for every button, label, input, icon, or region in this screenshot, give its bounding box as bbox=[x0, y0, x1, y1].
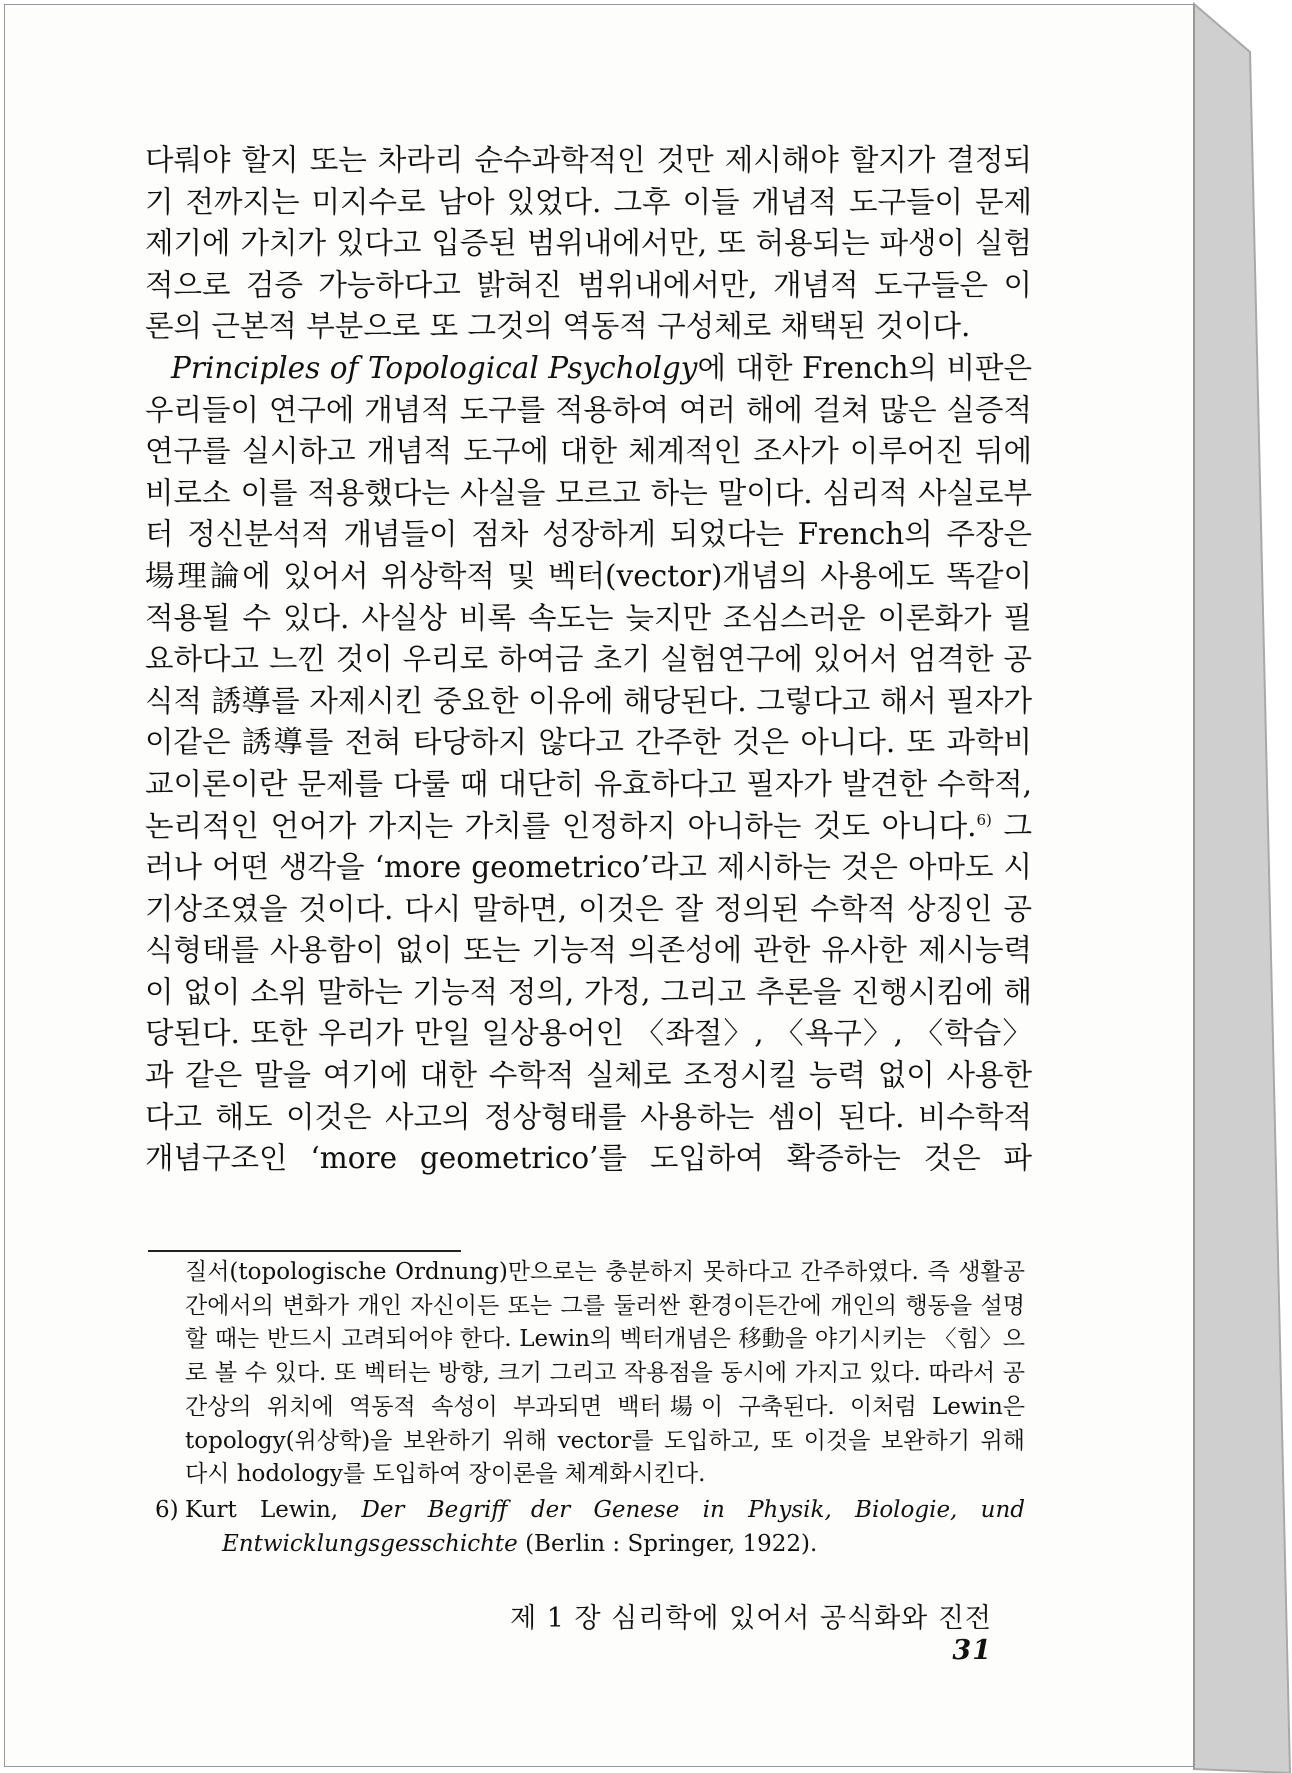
footnote-continuation: 질서(topologische Ordnung)만으로는 충분하지 못하다고 간주하였다. 즉 생활공간에서의 변화가 개인 자신이든 또는 그를 둘러싼 환경이든간에 개인의 행동을 설명할 때는 반드시 고려되어야 한다. Lewin의 벡터개념은 移動을 야기시키는 〈힘〉으로 볼 수 있다. 또 벡터는 방향, 크기 그리고 작용점을 동시에 가지고 있다. 따라서 공간상의 위치에 역동적 속성이 부과되면 백터場이 구축된다. 이처럼 Lewin은 topology(위상학)을 보완하기 위해 vector를 도입하고, 또 이것을 보완하기 위해 다시 hodology를 도입하여 장이론을 체계화시킨다. bbox=[185, 1259, 1025, 1488]
running-footer bbox=[482, 1596, 992, 1666]
body-text bbox=[145, 140, 1032, 1180]
footnote-6-line-1 bbox=[185, 1494, 1025, 1528]
footnote-ref-6[interactable]: 6) bbox=[976, 810, 992, 829]
footnote-6-publisher: (Berlin : Springer, 1922). bbox=[517, 1530, 818, 1557]
footnote-6-title-a: Der Begriff der Genese in Physik, Biologie, und bbox=[361, 1496, 1026, 1523]
chapter-title: 제 1 장 심리학에 있어서 공식화와 진전 bbox=[510, 1603, 992, 1634]
footnote-6-author: Kurt Lewin, bbox=[185, 1496, 362, 1523]
paragraph-2 bbox=[145, 348, 1032, 1180]
footnote-divider bbox=[148, 1250, 461, 1252]
paragraph-1-last-line: 론의 근본적 부분으로 또 그것의 역동적 구성체로 채택된 것이다. bbox=[145, 309, 971, 344]
paragraph-2-text-a: 에 대한 French의 비판은 우리들이 연구에 개념적 도구를 적용하여 여러 해에 걸쳐 많은 실증적 연구를 실시하고 개념적 도구에 대한 체계적인 조사가 이루어진 뒤에 비로소 이를 적용했다는 사실을 모르고 하는 말이다. 심리적 사실로부터 정신분석적 개념들이 점차 성장하게 되었다는 French의 주장은 場理論에 있어서 위상학적 및 벡터(vector)개념의 사용에도 똑같이 적용될 수 있다. 사실상 비록 속도는 늦지만 조심스러운 이론화가 필요하다고 느낀 것이 우리로 하여금 초기 실험연구에 있어서 엄격한 공식적 誘導를 자제시킨 중요한 이유에 해당된다. 그렇다고 해서 필자가 이같은 誘導를 전혀 타당하지 않다고 간주한 것은 아니다. 또 과학비교이론이란 문제를 다룰 때 대단히 유효하다고 필자가 발견한 수학적, 논리적인 언어가 가지는 가치를 인정하지 아니하는 것도 아니다. bbox=[145, 350, 1032, 843]
book-title: Principles of Topological Psycholgy bbox=[171, 350, 698, 385]
page-edge bbox=[1194, 4, 1290, 1773]
footnote-6-line-2 bbox=[185, 1528, 1025, 1562]
footnotes bbox=[155, 1256, 1026, 1561]
footnote-6-number: 6) bbox=[155, 1496, 179, 1523]
paragraph-1 bbox=[145, 140, 1032, 348]
paragraph-1-text: 다뤄야 할지 또는 차라리 순수과학적인 것만 제시해야 할지가 결정되기 전까지는 미지수로 남아 있었다. 그후 이들 개념적 도구들이 문제제기에 가치가 있다고 입증된 범위내에서만, 또 허용되는 파생이 실험적으로 검증 가능하다고 밝혀진 범위내에서만, 개념적 도구들은 이 bbox=[145, 143, 1032, 302]
paragraph-2-text-b: 그러나 어떤 생각을 ‘more geometrico’라고 제시하는 것은 아마도 시기상조였을 것이다. 다시 말하면, 이것은 잘 정의된 수학적 상징인 공식형태를 사용함이 없이 또는 기능적 의존성에 관한 유사한 제시능력이 없이 소위 말하는 기능적 정의, 가정, 그리고 추론을 진행시킴에 해당된다. 또한 우리가 만일 일상용어인 〈좌절〉, 〈욕구〉, 〈학습〉과 같은 말을 여기에 대한 수학적 실체로 조정시킬 능력 없이 사용한다고 해도 이것은 사고의 정상형태를 사용하는 셈이 된다. 비수학적 개념구조인 ‘more geometrico’를 도입하여 확증하는 것은 파 bbox=[145, 808, 1033, 1176]
page-number: 31 bbox=[952, 1635, 992, 1666]
footnote-6 bbox=[155, 1494, 1026, 1561]
footnote-6-title-b: Entwicklungsgesschichte bbox=[222, 1530, 518, 1557]
